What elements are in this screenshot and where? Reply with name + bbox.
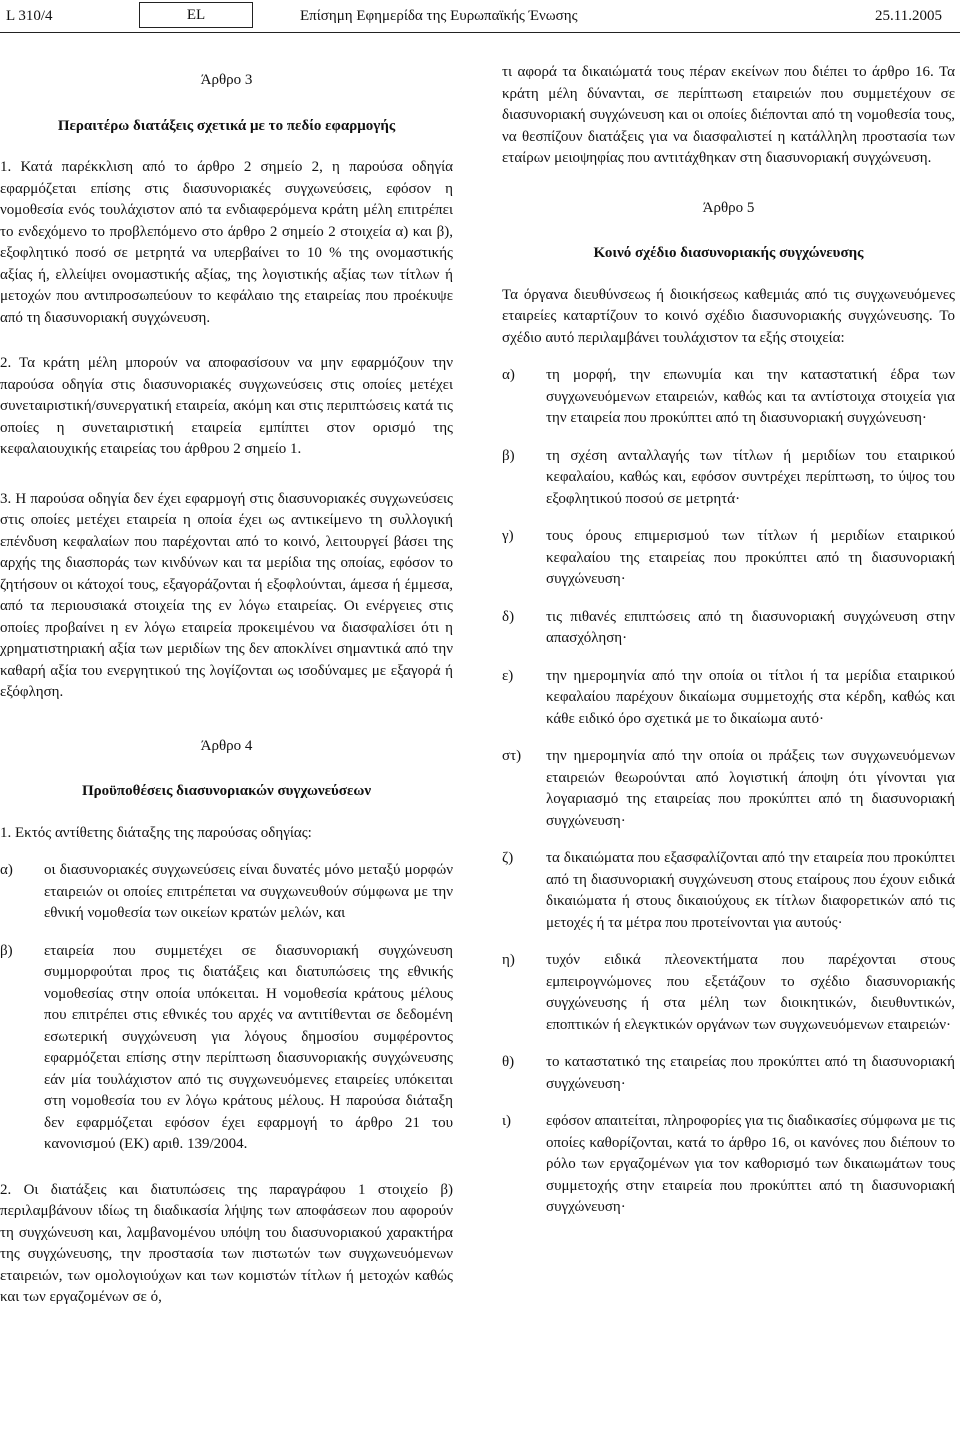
language-box: EL	[139, 2, 253, 28]
item-text: τη μορφή, την επωνυμία και την καταστατική έδρα των συγχωνευόμενων εταιρειών, καθώς και τα αντίστοιχα στοιχεία για την εταιρεία που προκύπτει από τη διασυνοριακή συγχώνευση·	[546, 367, 955, 426]
article-5-item-c	[502, 526, 955, 591]
item-text: τυχόν ειδικά πλεονεκτήματα που παρέχονται στους εμπειρογνώμονες που εξετάζουν το σχέδιο διασυνοριακής συγχώνευσης ή στα μέλη των διοικητικών, διευθυντικών, εποπτικών ή ελεγκτικών οργάνων των συγχωνευόμενων εταιρειών·	[546, 952, 955, 1033]
article-4-paragraph-2-continued: τι αφορά τα δικαιώματά τους πέραν εκείνων που διέπει το άρθρο 16. Τα κράτη μέλη δύνανται, σε περίπτωση εταιρειών που συμμετέχουν σε διασυνοριακή συγχώνευση και οι οποίες διέπονται από τη νομοθεσία τους, να θεσπίζουν διατάξεις για να διασφαλιστεί η κατάλληλη προστασία των εταίρων μειοψηφίας που αντιτάχθηκαν στη διασυνοριακή συγχώνευση.	[502, 64, 955, 166]
item-text: τα δικαιώματα που εξασφαλίζονται από την εταιρεία που προκύπτει από τη διασυνοριακή συγχώνευση στους εταίρους που έχουν ειδικά δικαιώματα ή στους δικαιούχους εκ τίτλων διαφορετικών από τις μετοχές ή τα μέτρα που προτείνονται για αυτούς·	[546, 850, 955, 931]
article-4-heading: Άρθρο 4	[200, 737, 253, 754]
page-number: L 310/4	[6, 8, 53, 24]
article-5-title: Κοινό σχέδιο διασυνοριακής συγχώνευσης	[593, 245, 864, 261]
article-3-paragraph-2: 2. Τα κράτη μέλη μπορούν να αποφασίσουν να μην εφαρμόζουν την παρούσα οδηγία στις διασυνοριακές συγχωνεύσεις στις οποίες μετέχει συνεταιριστική/συνεργατική εταιρεία, ακόμη και στις περιπτώσεις κατά τις οποίες η συνεταιριστική εταιρεία εμπίπτει στον ορισμό της κεφαλαιουχικής εταιρείας του άρθρου 2 σημείο 1.	[0, 355, 453, 457]
header-rule	[0, 32, 960, 33]
article-4-item-b	[0, 941, 453, 1156]
item-text: εφόσον απαιτείται, πληροφορίες για τις διαδικασίες σύμφωνα με τις οποίες καθορίζονται, κατά το άρθρο 16, οι κανόνες που διέπουν το ρόλο των εργαζομένων για τον καθορισμό των δικαιωμάτων τους συμμετοχής στην εταιρεία που προκύπτει από τη διασυνοριακή συγχώνευση·	[546, 1113, 955, 1215]
article-5-item-st	[502, 746, 955, 832]
journal-title: Επίσημη Εφημερίδα της Ευρωπαϊκής Ένωσης	[300, 8, 578, 24]
item-label: α)	[502, 367, 515, 383]
item-text: το καταστατικό της εταιρείας που προκύπτει από τη διασυνοριακή συγχώνευση·	[546, 1054, 955, 1092]
article-4-paragraph-2: 2. Οι διατάξεις και διατυπώσεις της παραγράφου 1 στοιχείο β) περιλαμβάνουν ιδίως τη διαδικασία λήψης των αποφάσεων που αφορούν τη συγχώνευση και, λαμβανομένου υπόψη του διασυνοριακού χαρακτήρα της συγχώνευσης, την προστασία των πιστωτών των συγχωνευόμενων εταιρειών, των ομολογιούχων και των κομιστών τίτλων ή μετοχών καθώς και των εργαζομένων σε ό,	[0, 1181, 453, 1305]
item-label: α)	[0, 862, 13, 878]
article-5-item-z	[502, 848, 955, 934]
item-label: ε)	[502, 667, 514, 684]
item-label: στ)	[502, 748, 522, 764]
item-label: δ)	[502, 608, 515, 625]
article-5-item-e	[502, 666, 955, 731]
item-label: β)	[502, 447, 515, 464]
item-label: ι)	[502, 1113, 512, 1129]
item-label: β)	[0, 942, 13, 959]
item-text: τη σχέση ανταλλαγής των τίτλων ή μεριδίων του εταιρικού κεφαλαίου, καθώς και, εφόσον συντρέχει περίπτωση, το ύψος του εξοφλητικού ποσού σε μετρητά·	[546, 447, 955, 507]
item-label: ζ)	[502, 850, 514, 866]
article-5-items	[502, 365, 955, 1219]
item-text: τις πιθανές επιπτώσεις από τη διασυνοριακή συγχώνευση στην απασχόληση·	[546, 608, 955, 646]
item-text: την ημερομηνία από την οποία οι πράξεις των συγχωνευόμενων εταιρειών θεωρούνται από λογιστική άποψη ότι γίνονται για λογαριασμό της εταιρείας που προκύπτει από τη διασυνοριακή συγχώνευση·	[546, 748, 955, 829]
issue-date: 25.11.2005	[875, 8, 942, 24]
article-4-item-a	[0, 860, 453, 925]
article-3-paragraph-1: 1. Κατά παρέκκλιση από το άρθρο 2 σημείο 2, η παρούσα οδηγία εφαρμόζεται επίσης στις διασυνοριακές συγχωνεύσεις, εφόσον η νομοθεσία ενός τουλάχιστον από τα ενδιαφερόμενα κράτη μέλη επιτρέπει το ενδεχόμενο το προβλεπόμενο στο άρθρο 2 σημείο 2 στοιχεία α) και β), εξοφλητικό ποσό σε μετρητά να υπερβαίνει το 10 % της ονομαστικής αξίας ή, ελλείψει ονομαστικής αξίας, της λογιστικής αξίας των τίτλων ή μετοχών που αντιπροσωπεύουν το κεφάλαιο της εταιρείας που προέκυψε από τη διασυνοριακή συγχώνευση.	[0, 159, 453, 326]
article-5-item-d	[502, 607, 955, 650]
article-5-item-a	[502, 365, 955, 430]
page-header	[0, 0, 960, 34]
left-column	[0, 62, 453, 1309]
item-label: γ)	[502, 528, 514, 544]
article-3-title: Περαιτέρω διατάξεις σχετικά με το πεδίο εφαρμογής	[57, 117, 396, 134]
item-text: την ημερομηνία από την οποία οι τίτλοι ή τα μερίδια εταιρικού κεφαλαίου παρέχουν δικαίωμα συμμετοχής στα κέρδη, καθώς και κάθε ειδικό όρο σχετικά με το δικαίωμα αυτό·	[546, 667, 955, 727]
article-3-heading: Άρθρο 3	[200, 72, 253, 88]
article-5-item-iota	[502, 1111, 955, 1219]
article-5-item-th	[502, 1052, 955, 1095]
item-text: τους όρους επιμερισμού των τίτλων ή μεριδίων εταιρικού κεφαλαίου της εταιρείας που προκύπτει από τη διασυνοριακή συγχώνευση·	[546, 528, 955, 587]
right-column	[502, 62, 955, 1219]
item-text: οι διασυνοριακές συγχωνεύσεις είναι δυνατές μόνο μεταξύ μορφών εταιρειών οι οποίες επιτρέπεται να συγχωνευθούν σύμφωνα με την εθνική νομοθεσία των οικείων κρατών μελών, και	[44, 862, 453, 921]
item-text: εταιρεία που συμμετέχει σε διασυνοριακή συγχώνευση συμμορφούται προς τις διατάξεις και διατυπώσεις της εθνικής νομοθεσίας στην οποία υπόκειται. Η νομοθεσία κράτους μέλους που επιτρέπει στις εθνικές του αρχές να αντιτίθενται σε δεδομένη εσωτερική συγχώνευση για λόγους δημοσίου συμφέροντος εφαρμόζεται επίσης στην περίπτωση διασυνοριακής συγχώνευσης εάν μία τουλάχιστον από τις συγχωνευόμενες εταιρείες υπόκειται στη νομοθεσία του εν λόγω κράτους μέλους. Η παρούσα διάταξη δεν εφαρμόζεται εφόσον έχει εφαρμογή το άρθρο 21 του κανονισμού (ΕΚ) αριθ. 139/2004.	[44, 942, 453, 1152]
article-5-heading: Άρθρο 5	[702, 199, 755, 216]
item-label: η)	[502, 952, 515, 968]
item-label: θ)	[502, 1054, 515, 1070]
article-5-intro: Τα όργανα διευθύνσεως ή διοικήσεως καθεμιάς από τις συγχωνευόμενες εταιρείες καταρτίζουν το κοινό σχέδιο διασυνοριακής συγχώνευσης. Το σχέδιο αυτό περιλαμβάνει τουλάχιστον τα εξής στοιχεία:	[502, 286, 955, 346]
article-5-item-b	[502, 446, 955, 511]
article-3-paragraph-3: 3. Η παρούσα οδηγία δεν έχει εφαρμογή στις διασυνοριακές συγχωνεύσεις στις οποίες μετέχει εταιρεία η οποία έχει ως αντικείμενο τη συλλογική επένδυση κεφαλαίων που παρέχονται από το κοινό, λειτουργεί βάσει της αρχής της διασποράς των κινδύνων και τα μερίδια της οποίας, εφόσον το ζητήσουν οι κάτοχοί τους, εξαγοράζονται ή εξοφλούνται, άμεσα ή έμμεσα, από τα περιουσιακά στοιχεία της εν λόγω εταιρείας. Οι ενέργειες στις οποίες προβαίνει η εν λόγω εταιρεία προκειμένου να διασφαλίσει ότι η χρηματιστηριακή αξία των μεριδίων της δεν αποκλίνει σημαντικά από την καθαρή αξία του ενεργητικού της λογίζονται ως ισοδύναμες με εξαγορά ή εξόφληση.	[0, 490, 453, 700]
article-4-paragraph-1: 1. Εκτός αντίθετης διάταξης της παρούσας οδηγίας:	[0, 824, 312, 841]
article-4-title: Προϋποθέσεις διασυνοριακών συγχωνεύσεων	[81, 783, 372, 799]
article-5-item-i	[502, 950, 955, 1036]
